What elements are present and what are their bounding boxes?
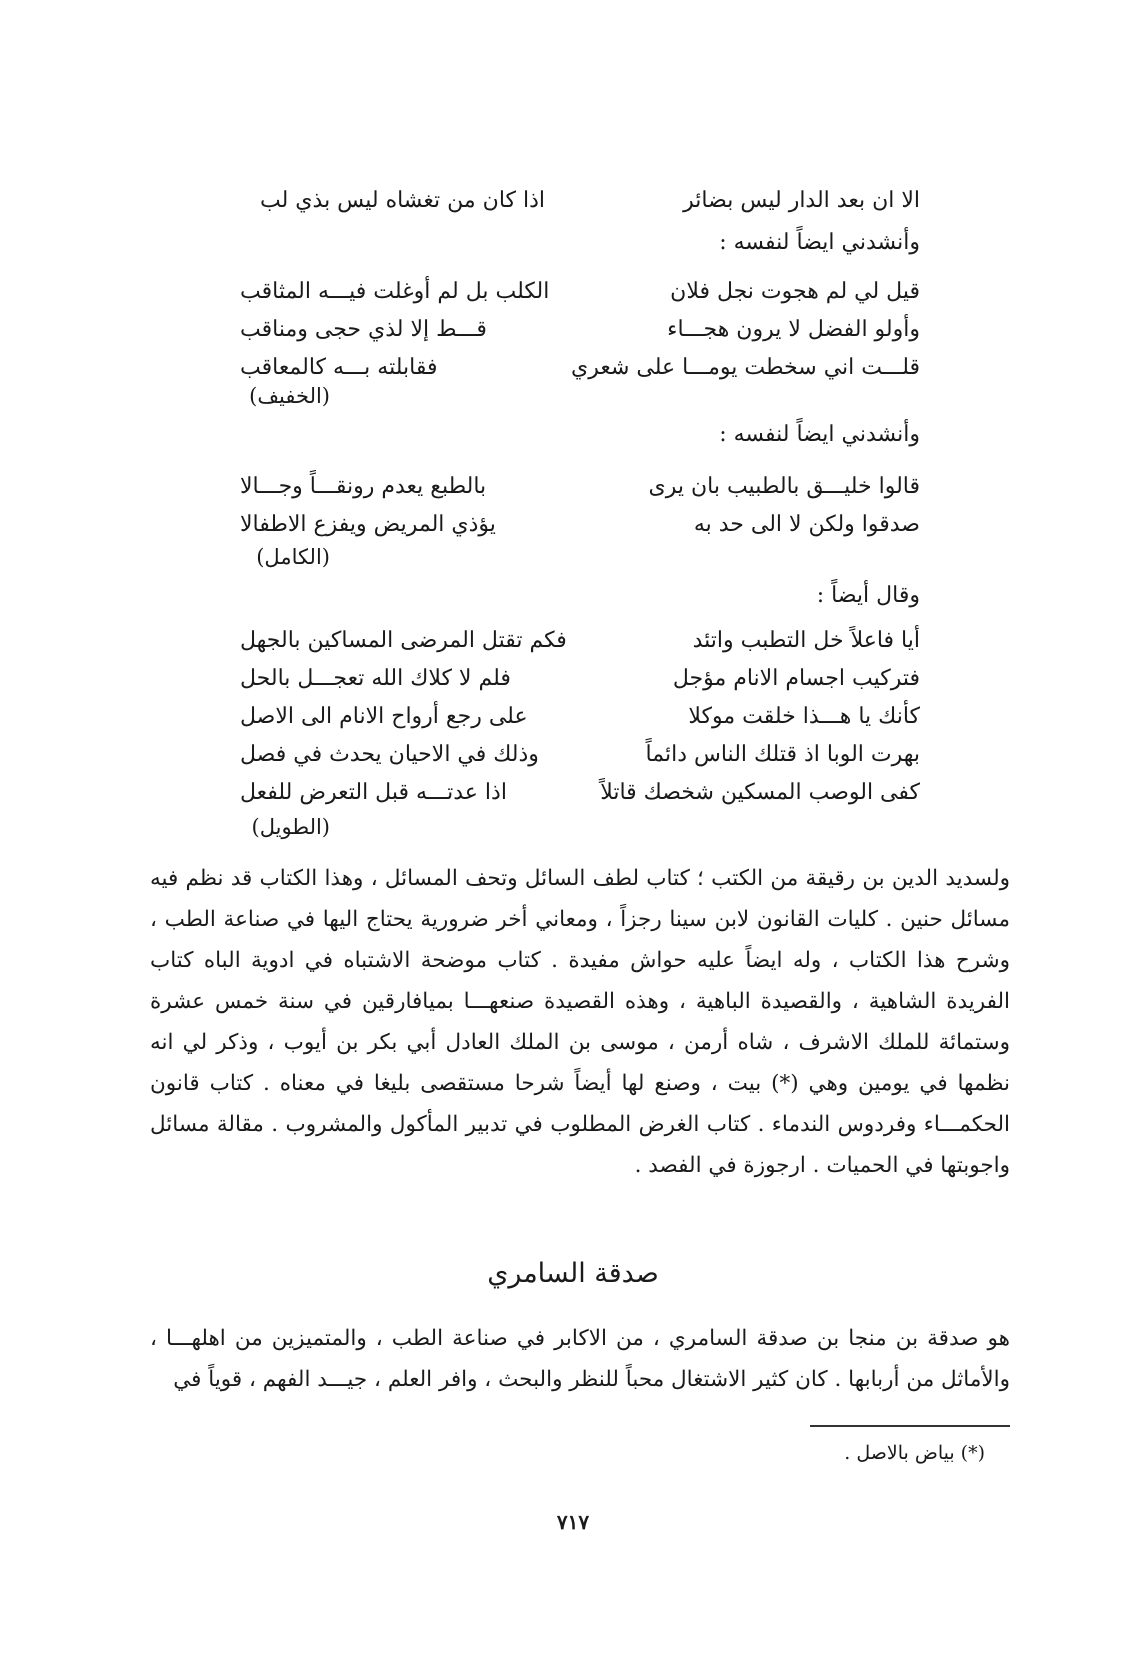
verse-line [240,774,920,812]
hemistich-left: فلم لا كلاك الله تعجـــل بالحل [240,666,511,691]
poem-intro-1: وأنشدني ايضاً لنفسه : [719,230,920,255]
section-heading: صدقة السامري [487,1258,659,1289]
hemistich-left: قـــط إلا لذي حجى ومناقب [240,317,487,342]
paragraph-books: ولسديد الدين بن رقيقة من الكتب ؛ كتاب لطف السائل وتحف المسائل ، وهذا الكتاب قد نظم فيه مسائل حنين . كليات القانون لابن سينا رجزاً ، ومعاني أخر ضرورية يحتاج اليها في صناعة الطب ، وشرح هذا الكتاب ، وله ايضاً عليه حواش مفيدة . كتاب موضحة الاشتباه في ادوية الباه كتاب الفريدة الشاهية ، والقصيدة الباهية ، وهذه القصيدة صنعهـــا بميافارقين في سنة خمس عشرة وستمائة للملك الاشرف ، شاه أرمن ، موسى بن الملك العادل أبي بكر بن أيوب ، وذكر لي انه نظمها في يومين وهي (*) بيت ، وصنع لها أيضاً شرحا مستقصى بليغا في معناه . كتاب قانون الحكمـــاء وفردوس الندماء . كتاب الغرض المطلوب في تدبير المأكول والمشروب . مقالة مسائل واجوبتها في الحميات . ارجوزة في الفصد . [150,866,1010,1178]
hemistich-left: بالطبع يعدم رونقـــاً وجـــالا [240,474,487,499]
meter-label: (الخفيف) [249,384,330,408]
verse-line [240,736,920,774]
hemistich-right: كأنك يا هـــذا خلقت موكلا [688,704,920,729]
poem-1 [240,273,920,387]
page-number: ٧١٧ [556,1510,590,1534]
verse-line-top [260,188,920,213]
hemistich-right: قلـــت اني سخطت يومـــا على شعري [570,355,920,380]
verse-line [240,698,920,736]
verse-line [240,622,920,660]
hemistich-left: يؤذي المريض ويفزع الاطفالا [240,512,496,537]
verse-line [240,468,920,506]
poem-3 [240,622,920,812]
hemistich-right: وأولو الفضل لا يرون هجـــاء [667,317,920,342]
verse-line [240,311,920,349]
hemistich-right: صدقوا ولكن لا الى حد به [693,512,920,537]
verse-line [240,506,920,544]
hemistich-left: اذا كان من تغشاه ليس بذي لب [260,188,546,213]
meter-label: (الطويل) [251,815,330,839]
hemistich-right: قالوا خليـــق بالطبيب بان يرى [648,474,920,499]
meter-label: (الكامل) [256,545,330,569]
hemistich-right: أيا فاعلاً خل التطبب واتئد [692,628,920,653]
paragraph-biography: هو صدقة بن منجا بن صدقة السامري ، من الاكابر في صناعة الطب ، والمتميزين من اهلهـــا ، والأماثل من أربابها . كان كثير الاشتغال محباً للنظر والبحث ، وافر العلم ، جيـــد الفهم ، قوياً في [150,1326,1010,1392]
hemistich-left: اذا عدتـــه قبل التعرض للفعل [240,780,507,805]
verse-line [240,660,920,698]
hemistich-left: فقابلته بـــه كالمعاقب [240,355,438,380]
verse-line [240,349,920,387]
footnote: (*) بياض بالاصل . [844,1442,985,1464]
poem-intro-3: وقال أيضاً : [816,583,920,608]
poem-2 [240,468,920,544]
poem-intro-2: وأنشدني ايضاً لنفسه : [719,422,920,447]
hemistich-left: فكم تقتل المرضى المساكين بالجهل [240,628,567,653]
footnote-divider [810,1425,1010,1427]
hemistich-left: وذلك في الاحيان يحدث في فصل [240,742,539,767]
hemistich-right: كفى الوصب المسكين شخصك قاتلاً [600,780,920,805]
hemistich-left: على رجع أرواح الانام الى الاصل [240,704,528,729]
hemistich-right: الا ان بعد الدار ليس بضائر [683,188,920,213]
hemistich-right: قيل لي لم هجوت نجل فلان [670,279,920,304]
hemistich-right: بهرت الوبا اذ قتلك الناس دائماً [645,742,920,767]
hemistich-right: فتركيب اجسام الانام مؤجل [672,666,920,691]
hemistich-left: الكلب بل لم أوغلت فيـــه المثاقب [240,279,550,304]
verse-line [240,273,920,311]
